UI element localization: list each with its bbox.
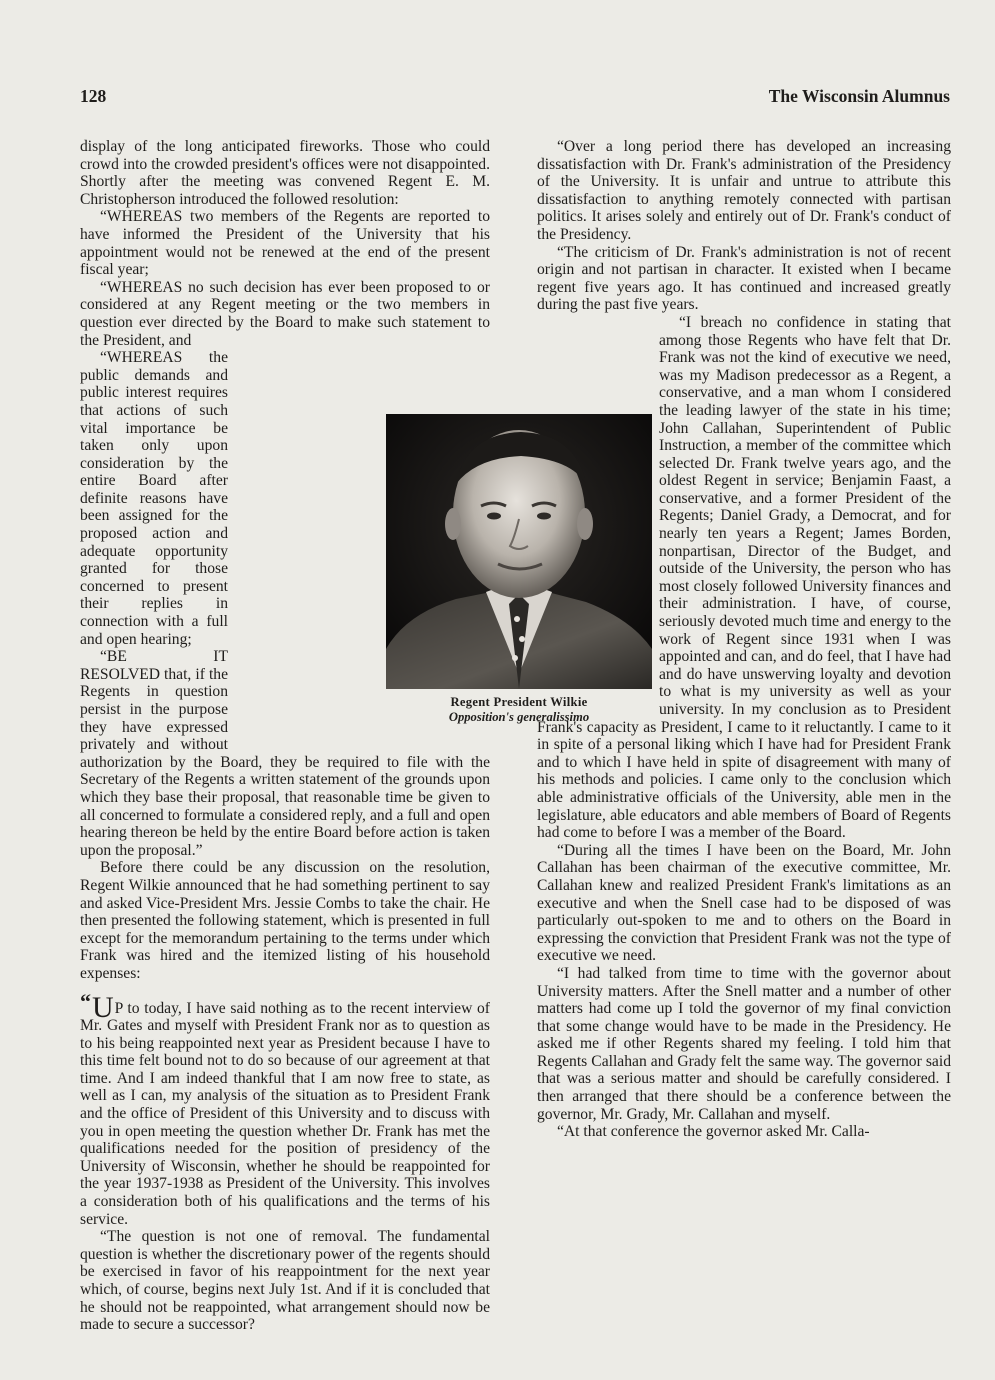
resolution-whereas-1: “WHEREAS two members of the Regents are reported to have informed the President of the University that his appointment would not be renewed at the end of the present fiscal year; [80, 208, 490, 279]
statement-opening [80, 988, 490, 1229]
body-paragraph: “I breach no confidence in stating that among those Regents who have felt that Dr. Frank was not the kind of executive we need, was my Madison predecessor as a Regent, a conservative, and a man whom I considered the leading lawyer of the state in his time; John Callahan, Superintendent of Public Instruction, a member of the committee which selected Dr. Frank twelve years ago, and the oldest Regent in service; Benjamin Faast, a conservative, and a former President of the Regents; Daniel Grady, a Democrat, and for nearly ten years a Regent; James Borden, nonpartisan, Director of the Budget, and outside of the University, the person who has most closely followed University finances and their administration. I have, of course, seriously devoted much time and energy to the work of Regent since 1931 when I was appointed and can, and do feel, that I have had and do have unswerving loyalty and devotion to what is my university as well as your university. In my conclusion as to President Frank's capacity as President, I came to it reluctantly. I came to it in spite of a personal liking which I have had for President Frank and to which I have held in spite of disagreement with many of his methods and policies. I came only to the conclusion which able administrative officials of the University, able men in the legislature, able educators and able members of Board of Regents had come to before I was a member of the Board. [537, 313, 951, 842]
body-paragraph: “The question is not one of removal. The fundamental question is whether the discretionary power of the regents should be exercised in favor of his reappointment for the next year which, of course, begins next July 1st. And if it is concluded that he should not be reappointed, what arrangement should now be made to secure a successor? [80, 1228, 490, 1334]
body-paragraph: “I had talked from time to time with the governor about University matters. After the Snell matter and a number of other matters had come up I told the governor of my final conviction that some change would have to be made in the Presidency. He asked me if other Regents shared my feeling. I told him that Regents Callahan and Grady felt the same way. The governor said that was a serious matter and should be carefully considered. I then arranged that there should be a conference between the governor, Mr. Grady, Mr. Callahan and myself. [537, 964, 951, 1123]
resolution-whereas-2: “WHEREAS no such decision has ever been proposed to or considered at any Regent meeting or the two members in question ever directed by the Board to make such statement to the President, and [80, 278, 490, 349]
body-paragraph: “At that conference the governor asked Mr. Calla- [557, 1123, 870, 1141]
statement-text: P to today, I have said nothing as to the recent interview of Mr. Gates and myself with President Frank nor as to question as to his being reappointed next year as President because I have to this time felt bound not to do so because of our agreement at that time. And I am indeed thankful that I am now free to state, as well as I can, my analysis of the situation as to President Frank and the office of President of this University and to discuss with you in open meeting the question whether Dr. Frank has met the qualifications needed for the position of presidency of the University of Wisconsin, whether he should be reappointed for the year 1937-1938 as President of the University. This involves a consideration both of his qualifications and the terms of his service. [80, 999, 490, 1228]
journal-title: The Wisconsin Alumnus [768, 86, 950, 106]
left-column [80, 138, 490, 1334]
body-paragraph: Before there could be any discussion on the resolution, Regent Wilkie announced that he had something pertinent to say and asked Vice-President Mrs. Jessie Combs to take the chair. He then presented the following statement, which is presented in full except for the memorandum pertaining to the terms under which Frank was hired and the itemized listing of his household expenses: [80, 859, 490, 982]
opening-quote: “ [80, 988, 91, 1014]
portrait-photo [386, 414, 652, 689]
caption-subtitle: Opposition's generalissimo [448, 710, 590, 724]
resolution-whereas-3: “WHEREAS the public demands and public interest requires that actions of such vital importance be taken only upon consideration by the entire Board after definite reasons have been assigned for the proposed action and adequate opportunity granted for those concerned to present their replies in connection with a full and open hearing; [80, 349, 228, 648]
page-number: 128 [80, 86, 107, 106]
resolution-resolved: “BE IT RESOLVED that, if the Regents in question persist in the purpose they have expressed privately and without authorization by the Board, they be required to file with the Secretary of the Regents a written statement of the grounds upon which they base their proposal, that reasonable time be given to all concerned to formulate a considered reply, and a full and open hearing thereon be held by the entire Board before action is taken upon the proposal.” [80, 648, 490, 859]
drop-cap: U [92, 990, 115, 1024]
caption-title: Regent President Wilkie [450, 695, 588, 709]
body-paragraph: display of the long anticipated fireworks. Those who could crowd into the crowded president's offices were not disappointed. Shortly after the meeting was convened Regent E. M. Christopherson introduced the followed resolution: [80, 138, 490, 208]
body-paragraph: “Over a long period there has developed an increasing dissatisfaction with Dr. Frank's administration of the Presidency of the University. It is unfair and untrue to attribute this dissatisfaction to anything remotely connected with partisan politics. It arises solely and entirely out of Dr. Frank's conduct of the Presidency. [537, 138, 951, 243]
photo-caption [386, 695, 652, 725]
body-paragraph: “During all the times I have been on the Board, Mr. John Callahan has been chairman of the executive committee, Mr. Callahan knew and realized President Frank's limitations as an executive and when the Snell case had to be disposed of was particularly out-spoken to me and to others on the Board in expressing the conviction that President Frank was not the type of executive we need. [537, 841, 951, 965]
body-paragraph: “The criticism of Dr. Frank's administration is not of recent origin and not partisan in character. It existed when I became regent five years ago. It has continued and increased greatly during the past five years. [537, 243, 951, 314]
portrait-illustration [386, 414, 652, 689]
